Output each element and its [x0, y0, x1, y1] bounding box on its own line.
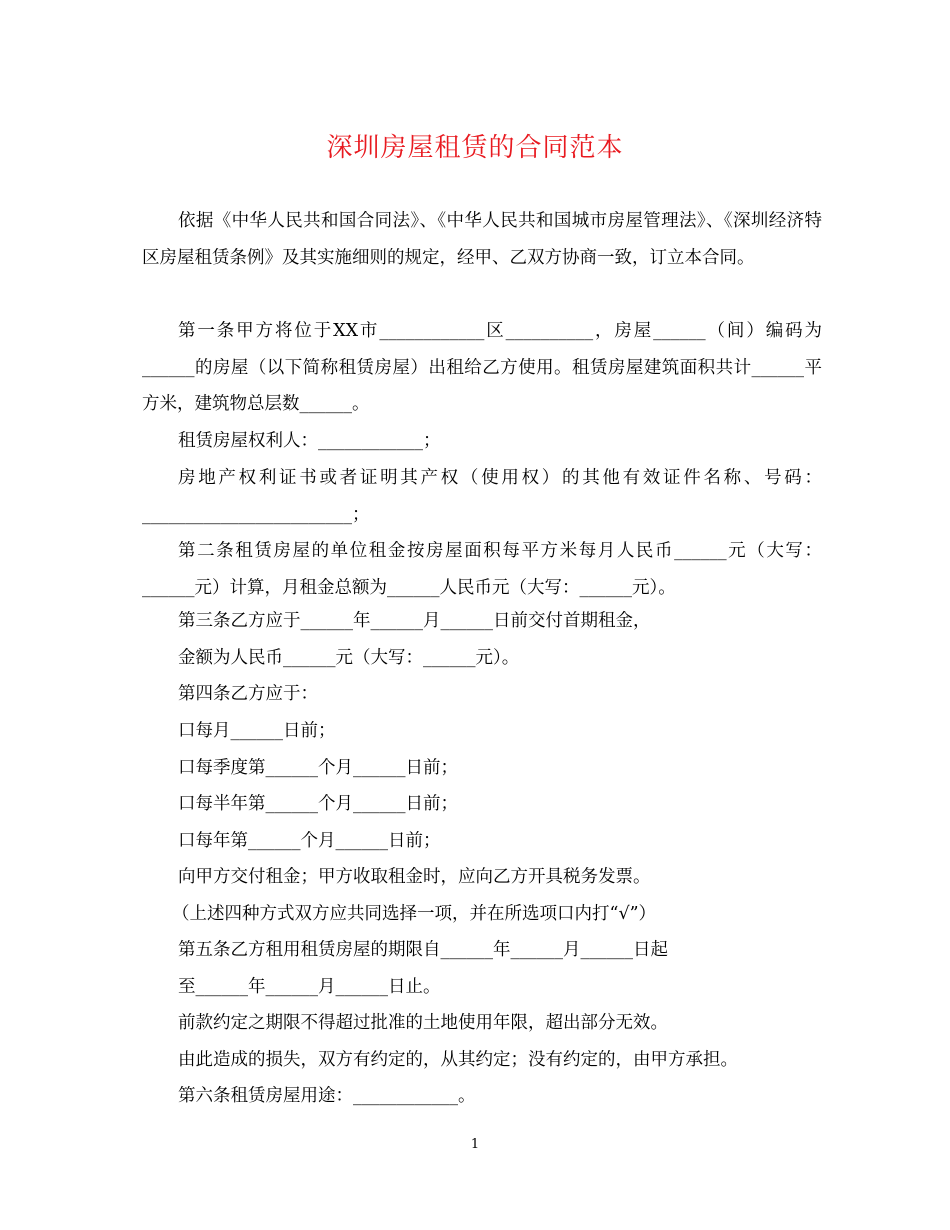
article-4-note: （上述四种方式双方应共同选择一项，并在所选项口内打“√”）	[172, 904, 657, 924]
preamble-paragraph: 依据《中华人民共和国合同法》、《中华人民共和国城市房屋管理法》、《深圳经济特区房屋租赁条例》及其实施细则的规定，经甲、乙双方协商一致，订立本合同。	[142, 211, 822, 268]
document-title: 深圳房屋租赁的合同范本	[326, 133, 624, 163]
certificate-paragraph: 房地产权利证书或者证明其产权（使用权）的其他有效证件名称、号码：________________________；	[142, 468, 822, 525]
page-number: 1	[470, 1137, 480, 1152]
article-5-line-3: 前款约定之期限不得超过批准的土地使用年限，超出部分无效。	[178, 1013, 668, 1033]
article-5-line-4: 由此造成的损失，双方有约定的，从其约定；没有约定的，由甲方承担。	[178, 1050, 738, 1070]
article-4-payment-line: 向甲方交付租金；甲方收取租金时，应向乙方开具税务发票。	[178, 867, 651, 887]
article-3-line-2: 金额为人民币______元（大写：______元）。	[178, 648, 520, 668]
article-6-line: 第六条租赁房屋用途：____________。	[178, 1086, 476, 1106]
article-3-line-1: 第三条乙方应于______年______月______日前交付首期租金，	[178, 611, 651, 631]
article-4-option-monthly: 口每月______日前；	[178, 721, 336, 741]
article-4-option-half-year: 口每半年第______个月______日前；	[178, 794, 458, 814]
article-1-paragraph: 第一条甲方将位于XX市____________区__________，房屋______（间）编码为______的房屋（以下简称租赁房屋）出租给乙方使用。租赁房屋建筑面积共计______平方米，建筑物总层数______。	[142, 321, 822, 415]
article-4-option-quarterly: 口每季度第______个月______日前；	[178, 758, 458, 778]
article-4-option-yearly: 口每年第______个月______日前；	[178, 831, 441, 851]
article-2-paragraph: 第二条租赁房屋的单位租金按房屋面积每平方米每月人民币______元（大写：______元）计算，月租金总额为______人民币元（大写：______元）。	[142, 541, 822, 598]
article-4-intro: 第四条乙方应于：	[178, 684, 318, 704]
owner-line: 租赁房屋权利人：____________；	[178, 431, 441, 451]
article-5-line-1: 第五条乙方租用租赁房屋的期限自______年______月______日起	[178, 940, 668, 960]
article-5-line-2: 至______年______月______日止。	[178, 977, 441, 997]
